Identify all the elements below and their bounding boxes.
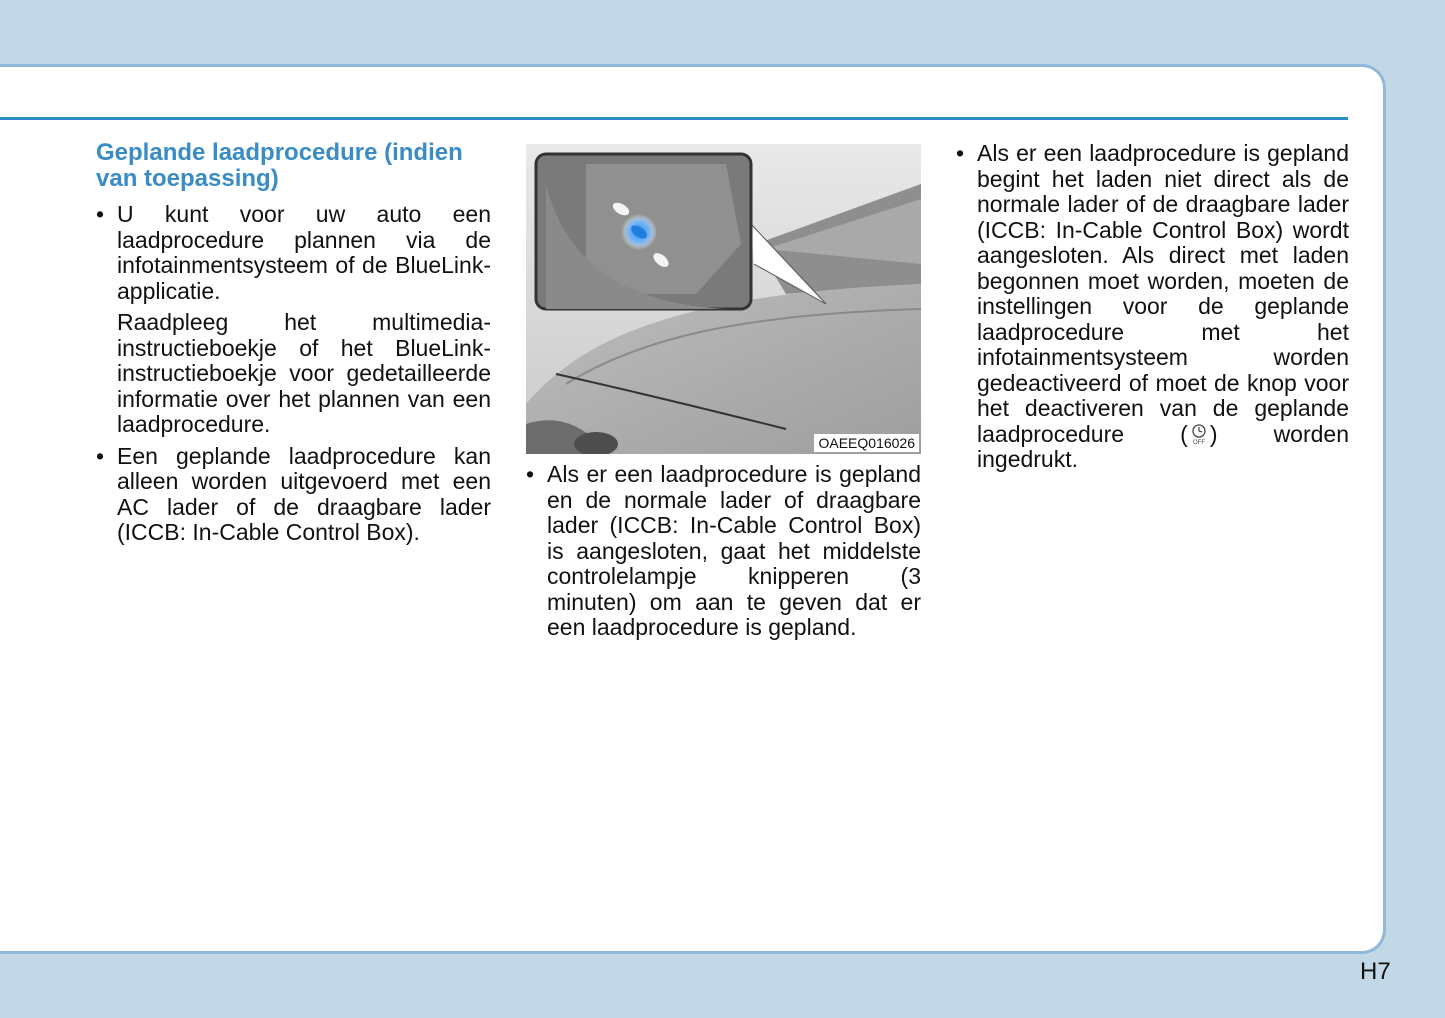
- charge-port-illustration: [526, 144, 921, 454]
- icon-label: OFF: [1192, 439, 1205, 445]
- figure-code: OAEEQ016026: [814, 434, 919, 452]
- bullet-text-part: Als er een laadprocedure is gepland begint het laden niet direct als de normale lader of de draagbare lader (ICCB: In-Cable Control Box) wordt aangesloten. Als direct met laden begonnen moet worden, moeten de instellingen voor de geplande laadprocedure met het infotainmentsysteem worden gedeactiveerd of moet de knop voor het deactiveren van de geplande laadprocedure (: [977, 140, 1349, 447]
- page-number: H7: [1360, 958, 1391, 985]
- bullet-text-part: ) worden ingedrukt.: [977, 420, 1349, 472]
- middle-column: [526, 144, 921, 647]
- car-illustration: [526, 144, 921, 454]
- bullet-item: [96, 444, 491, 546]
- bullet-text: [977, 141, 1349, 473]
- paragraph-text: Raadpleeg het multimedia-instructieboekje of het BlueLink-instructieboekje voor gedetailleerde informatie over het plannen van een laadprocedure.: [117, 309, 491, 437]
- bullet-dot: •: [956, 140, 965, 166]
- bullet-item: [956, 141, 1349, 473]
- bullet-dot: •: [96, 442, 105, 469]
- scheduled-charging-off-icon: [1188, 423, 1210, 445]
- bullet-item: [96, 202, 491, 304]
- bullet-item: [526, 462, 921, 641]
- bullet-text: U kunt voor uw auto een laadprocedure plannen via de infotainmentsysteem of de BlueLink-applicatie.: [117, 201, 491, 304]
- right-column: [956, 141, 1349, 479]
- header-rule: [0, 117, 1348, 120]
- left-column: [96, 140, 491, 552]
- bullet-text: Als er een laadprocedure is gepland en de normale lader of draagbare lader (ICCB: In-Cable Control Box) is aangesloten, gaat het middelste controlelampje knipperen (3 minuten) om aan te geven dat er een laadprocedure is gepland.: [547, 461, 921, 640]
- bullet-dot: •: [96, 201, 105, 227]
- section-heading: Geplande laadprocedure (indien van toepassing): [96, 139, 463, 192]
- bullet-dot: •: [526, 461, 535, 487]
- bullet-text: Een geplande laadprocedure kan alleen worden uitgevoerd met een AC lader of de draagbare lader (ICCB: In-Cable Control Box).: [117, 442, 491, 545]
